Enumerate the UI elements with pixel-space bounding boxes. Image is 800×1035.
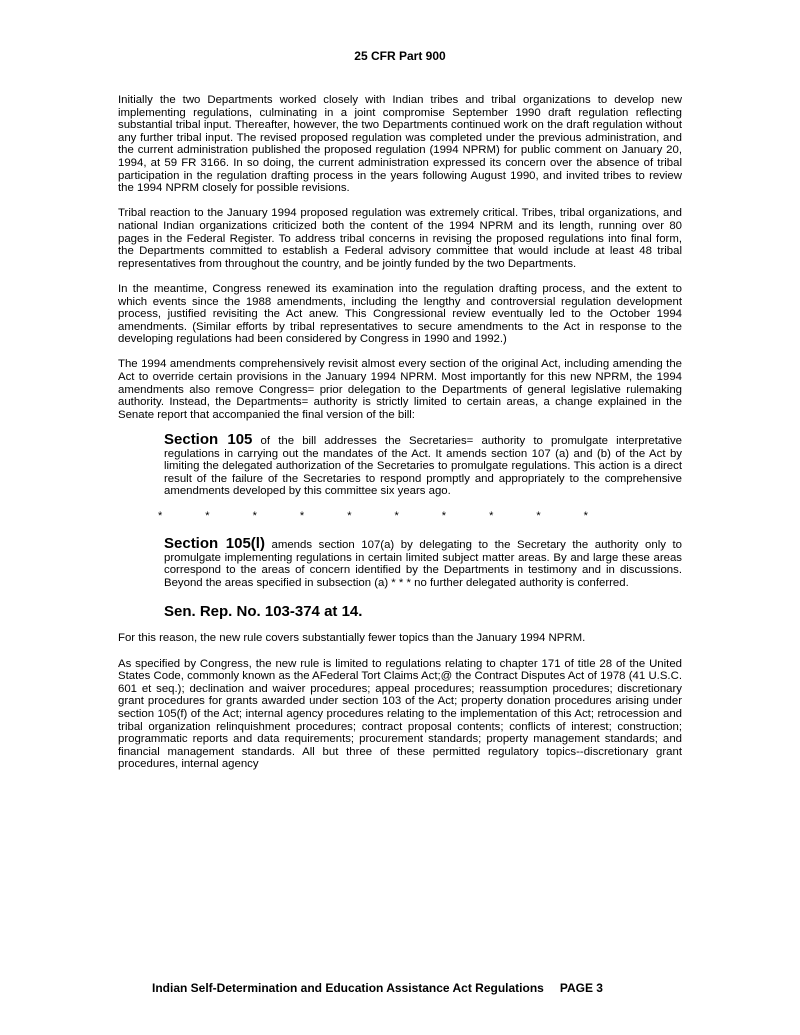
paragraph-1994-amendments: The 1994 amendments comprehensively revisit almost every section of the original Act, including amending the Act to override certain provisions in the January 1994 NPRM. Most importantly for this new NPRM, the 1994 amendments also remove Congress= prior delegation to the Departments of general legislative rulemaking authority. Instead, the Departments= authority is strictly limited to certain areas, a change explained in the Senate report that accompanied the final version of the bill: xyxy=(118,358,682,421)
star: * xyxy=(441,510,447,522)
senate-report-citation: Sen. Rep. No. 103-374 at 14. xyxy=(164,603,363,621)
star: * xyxy=(583,510,588,522)
star: * xyxy=(205,510,210,522)
star: * xyxy=(158,510,163,522)
paragraph-permitted-topics: As specified by Congress, the new rule is limited to regulations relating to chapter 171 of title 28 of the United States Code, commonly known as the AFederal Tort Claims Act;@ the Contract Disputes Act of 1978 (41 U.S.C. 601 et seq.); declination and waiver procedures; appeal procedures; reassumption procedures; discretionary grant procedures for grants awarded under section 103 of the Act; property donation procedures arising under section 105(f) of the Act; internal agency procedures relating to the implementation of this Act; retrocession and tribal organization relinquishment procedures; contract proposal contents; conflicts of interest; construction; programmatic reports and data requirements; procurement standards; property management standards; and financial management standards. All but three of these permitted regulatory topics--discretionary grant procedures, internal agency xyxy=(118,657,682,771)
ellipsis-stars xyxy=(158,510,588,522)
section-105l-heading: Section 105(l) xyxy=(164,535,265,552)
page-header: 25 CFR Part 900 xyxy=(354,49,446,63)
quote-section-105 xyxy=(164,431,682,498)
star: * xyxy=(252,510,257,522)
page-footer xyxy=(152,981,603,995)
paragraph-fewer-topics: For this reason, the new rule covers substantially fewer topics than the January 1994 NPRM. xyxy=(118,632,586,645)
paragraph-tribal-reaction: Tribal reaction to the January 1994 proposed regulation was extremely critical. Tribes, tribal organizations, and national Indian organizations criticized both the content of the 1994 NPRM and its length, running over 80 pages in the Federal Register. To address tribal concerns in revising the proposed regulations into final form, the Departments committed to establish a Federal advisory committee that would include at least 48 tribal representatives from throughout the country, and be jointly funded by the two Departments. xyxy=(118,207,682,270)
quote-section-105l xyxy=(164,535,682,589)
star: * xyxy=(536,510,541,522)
paragraph-background: Initially the two Departments worked closely with Indian tribes and tribal organizations to develop new implementing regulations, culminating in a joint compromise September 1990 draft regulation reflecting substantial tribal input. Thereafter, however, the two Departments continued work on the draft regulation without any further tribal input. The revised proposed regulation was completed under the previous administration, and the current administration published the proposed regulation (1994 NPRM) for public comment on January 20, 1994, at 59 FR 3166. In so doing, the current administration expressed its concern over the absence of tribal participation in the regulation drafting process in the years following August 1990, and invited tribes to review the 1994 NPRM closely for possible revisions. xyxy=(118,94,682,195)
star: * xyxy=(347,510,352,522)
star: * xyxy=(299,510,305,522)
document-body xyxy=(118,94,682,784)
page-number: PAGE 3 xyxy=(559,981,603,995)
section-105-text: of the bill addresses the Secretaries= authority to promulgate interpretative regulations in carrying out the mandates of the Act. It amends section 107 (a) and (b) of the Act by limiting the delegated authorization of the Secretaries to promulgate regulations. This action is a direct result of the failure of the Secretaries to respond promptly and appropriately to the comprehensive amendments developed by this committee six years ago. xyxy=(164,435,682,498)
senate-report-quote xyxy=(164,431,682,498)
paragraph-congress-review: In the meantime, Congress renewed its examination into the regulation drafting process, and the extent to which events since the 1988 amendments, including the lengthy and controversial regulation development process, justified revisiting the Act anew. This Congressional review eventually led to the October 1994 amendments. (Similar efforts by tribal representatives to secure amendments to the Act in response to the developing regulations had been considered by Congress in 1990 and 1992.) xyxy=(118,282,682,346)
star: * xyxy=(489,510,494,522)
footer-title: Indian Self-Determination and Education Assistance Act Regulations xyxy=(152,981,544,995)
section-105l-text: amends section 107(a) by delegating to the Secretary the authority only to promulgate implementing regulations in certain limited subject matter areas. By and large these areas correspond to the areas of concern identified by the Departments in testimony and in discussions. Beyond the areas specified in subsection (a) * * * no further delegated authority is conferred. xyxy=(164,539,682,589)
section-105-heading: Section 105 xyxy=(164,431,253,449)
star: * xyxy=(394,510,399,522)
senate-report-quote-continued xyxy=(164,535,682,589)
